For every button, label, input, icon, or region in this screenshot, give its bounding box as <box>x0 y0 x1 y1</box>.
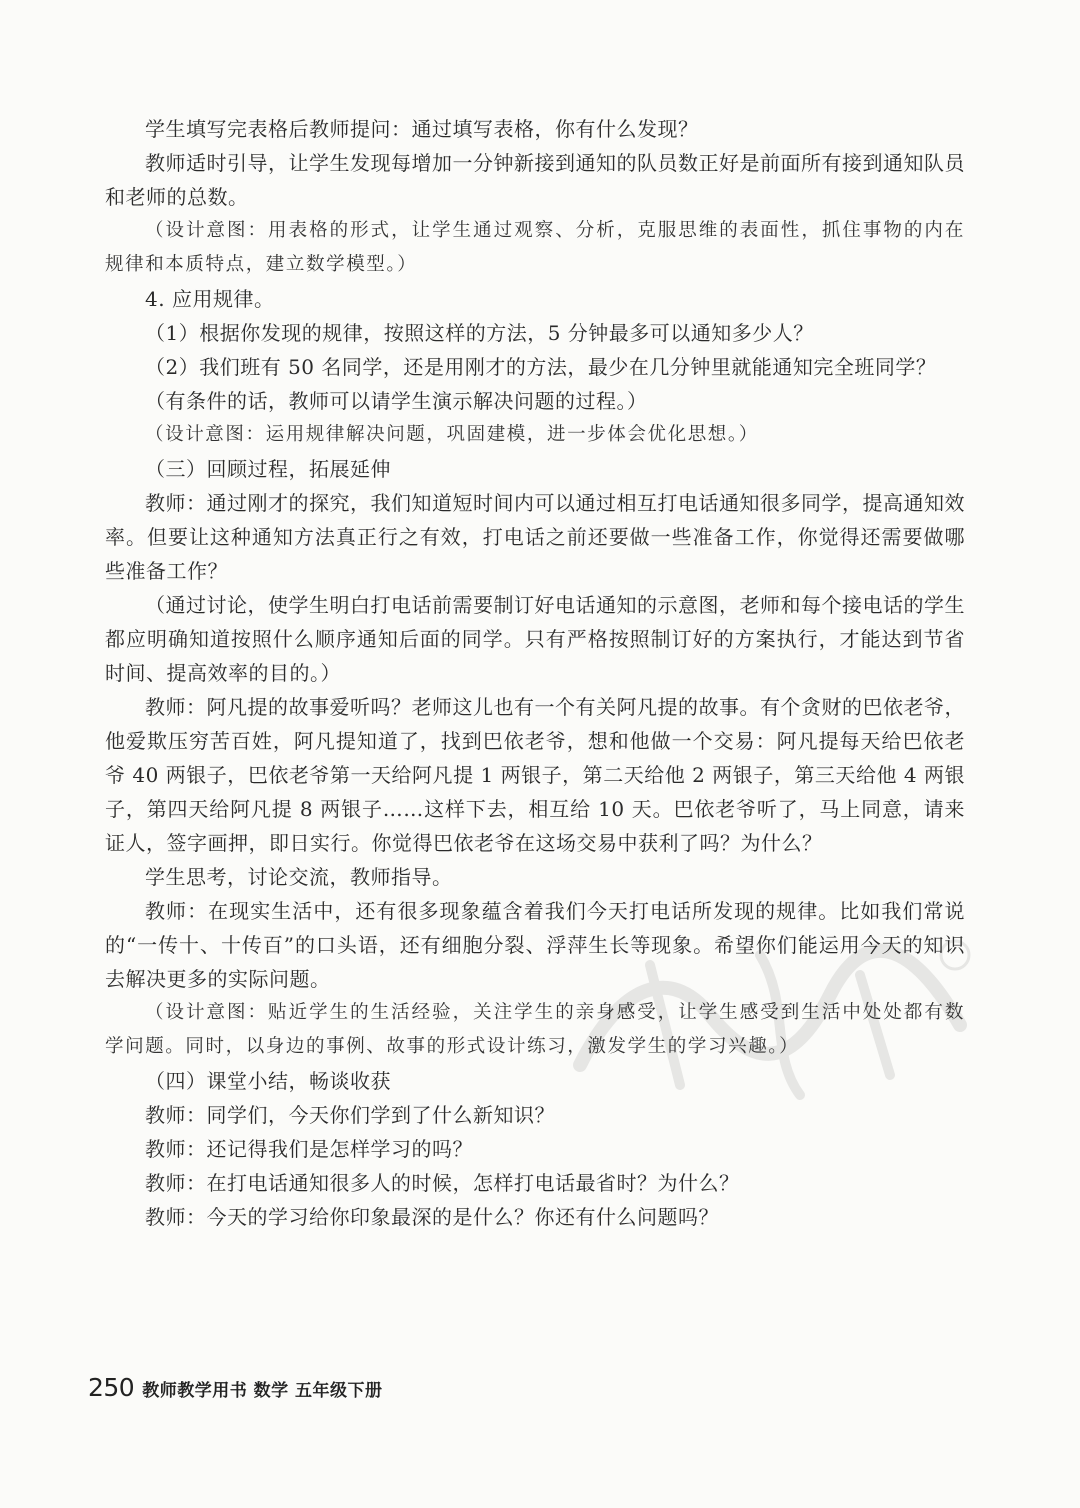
paragraph: （通过讨论，使学生明白打电话前需要制订好电话通知的示意图，老师和每个接电话的学生都应明确知道按照什么顺序通知后面的同学。只有严格按照制订好的方案执行，才能达到节省时间、提高效率的目的。） <box>105 593 965 685</box>
paragraph: 教师：通过刚才的探究，我们知道短时间内可以通过相互打电话通知很多同学，提高通知效率。但要让这种通知方法真正行之有效，打电话之前还要做一些准备工作，你觉得还需要做哪些准备工作？ <box>105 491 965 583</box>
design-intent-note: （设计意图：运用规律解决问题，巩固建模，进一步体会优化思想。） <box>145 424 759 445</box>
page-footer <box>88 1373 383 1402</box>
paragraph: 教师：在打电话通知很多人的时候，怎样打电话最省时？为什么？ <box>145 1171 740 1195</box>
design-intent-note: （设计意图：用表格的形式，让学生通过观察、分析，克服思维的表面性，抓住事物的内在规律和本质特点，建立数学模型。） <box>105 220 965 275</box>
paragraph: 教师适时引导，让学生发现每增加一分钟新接到通知的队员数正好是前面所有接到通知队员和老师的总数。 <box>105 151 965 209</box>
section-step-heading: 4. 应用规律。 <box>145 287 275 311</box>
paragraph: 学生填写完表格后教师提问：通过填写表格，你有什么发现？ <box>145 117 699 141</box>
paragraph: 教师：同学们，今天你们学到了什么新知识？ <box>145 1103 555 1127</box>
question-item: （2）我们班有 50 名同学，还是用刚才的方法，最少在几分钟里就能通知完全班同学？ <box>145 355 937 379</box>
question-item: （1）根据你发现的规律，按照这样的方法，5 分钟最多可以通知多少人？ <box>145 321 814 345</box>
paragraph: 学生思考，讨论交流，教师指导。 <box>145 865 453 889</box>
page-number: 250 <box>88 1373 135 1402</box>
section-heading: （三）回顾过程，拓展延伸 <box>145 457 391 481</box>
paragraph: 教师：今天的学习给你印象最深的是什么？你还有什么问题吗？ <box>145 1205 719 1229</box>
design-intent-note: （设计意图：贴近学生的生活经验，关注学生的亲身感受，让学生感受到生活中处处都有数学问题。同时，以身边的事例、故事的形式设计练习，激发学生的学习兴趣。） <box>105 1002 965 1057</box>
main-text <box>105 112 965 1234</box>
paragraph: 教师：在现实生活中，还有很多现象蕴含着我们今天打电话所发现的规律。比如我们常说的“一传十、十传百”的口头语，还有细胞分裂、浮萍生长等现象。希望你们能运用今天的知识去解决更多的实际问题。 <box>105 899 965 991</box>
paragraph: 教师：阿凡提的故事爱听吗？老师这儿也有一个有关阿凡提的故事。有个贪财的巴依老爷，他爱欺压穷苦百姓，阿凡提知道了，找到巴依老爷，想和他做一个交易：阿凡提每天给巴依老爷 40 两银子，巴依老爷第一天给阿凡提 1 两银子，第二天给他 2 两银子，第三天给他 4 两银子，第四天给阿凡提 8 两银子……这样下去，相互给 10 天。巴依老爷听了，马上同意，请来证人，签字画押，即日实行。你觉得巴依老爷在这场交易中获利了吗？为什么？ <box>105 695 965 855</box>
section-heading: （四）课堂小结，畅谈收获 <box>145 1069 391 1093</box>
book-title: 教师教学用书 数学 五年级下册 <box>142 1381 383 1401</box>
paragraph: （有条件的话，教师可以请学生演示解决问题的过程。） <box>145 389 648 413</box>
paragraph: 教师：还记得我们是怎样学习的吗？ <box>145 1137 473 1161</box>
